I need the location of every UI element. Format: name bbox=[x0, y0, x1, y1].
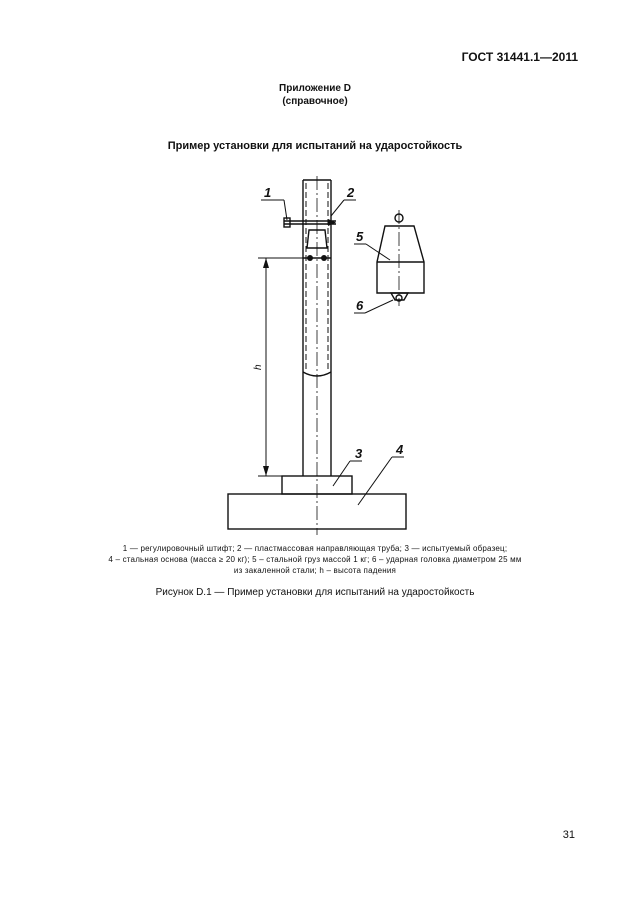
label-6: 6 bbox=[356, 298, 364, 313]
page-number: 31 bbox=[562, 829, 575, 841]
label-1: 1 bbox=[264, 185, 272, 200]
impact-test-setup-diagram bbox=[0, 170, 630, 540]
label-4: 4 bbox=[396, 442, 404, 457]
label-h: h bbox=[253, 364, 264, 370]
annex-subtitle: (справочное) bbox=[282, 96, 348, 107]
section-title: Пример установки для испытаний на ударостойкость bbox=[167, 140, 463, 152]
figure-legend bbox=[70, 543, 560, 576]
steel-weight bbox=[377, 226, 424, 293]
annex-heading bbox=[0, 82, 630, 108]
legend-line: 4 – стальная основа (масса ≥ 20 кг); 5 – стальной груз массой 1 кг; 6 – ударная головка диаметром 25 мм bbox=[108, 555, 522, 564]
label-3: 3 bbox=[355, 446, 363, 461]
striker-head bbox=[391, 293, 408, 300]
annex-title: Приложение D bbox=[279, 83, 351, 94]
document-header: ГОСТ 31441.1—2011 bbox=[461, 50, 578, 64]
figure-caption: Рисунок D.1 — Пример установки для испытаний на ударостойкость bbox=[155, 587, 475, 598]
label-5: 5 bbox=[356, 229, 364, 244]
legend-line: из закаленной стали; h – высота падения bbox=[233, 566, 397, 575]
legend-line: 1 — регулировочный штифт; 2 — пластмассовая направляющая труба; 3 — испытуемый образец; bbox=[122, 544, 508, 553]
label-2: 2 bbox=[347, 185, 355, 200]
